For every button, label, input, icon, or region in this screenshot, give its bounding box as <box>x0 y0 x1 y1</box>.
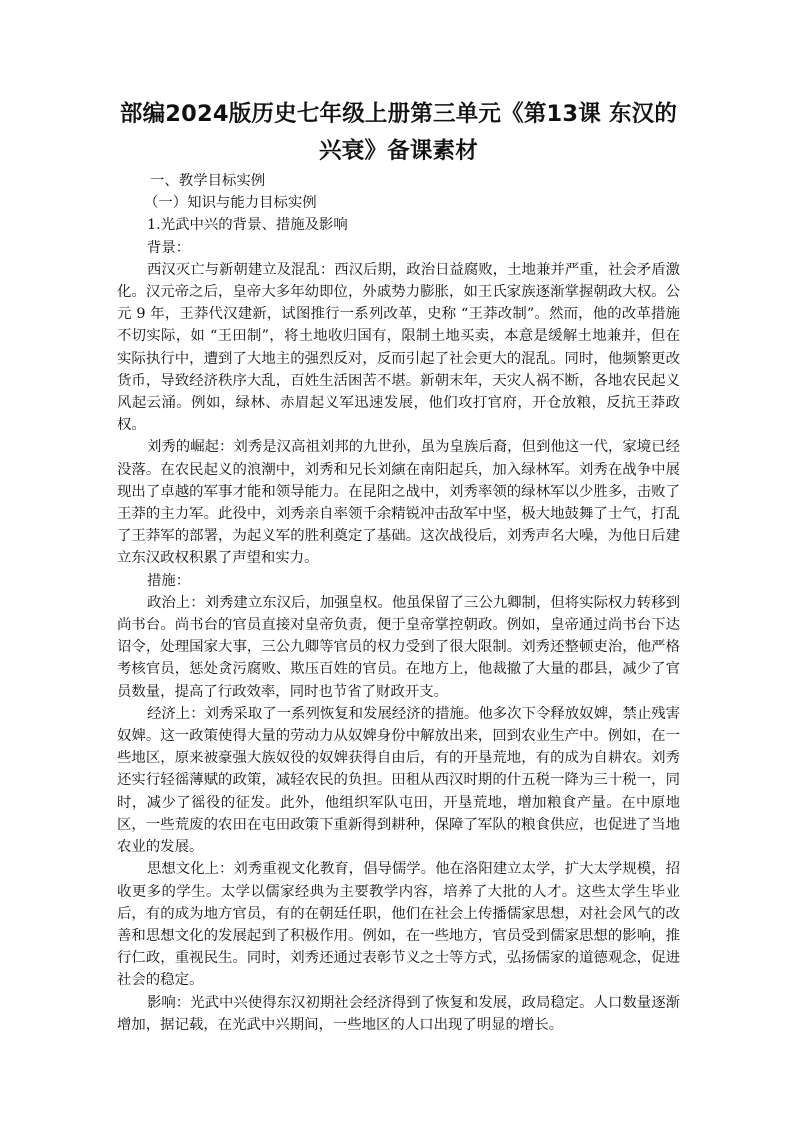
section-heading: 一、教学目标实例 <box>150 173 266 189</box>
subsection-heading: （一）知识与能力目标实例 <box>144 195 317 212</box>
topic-heading: 1.光武中兴的背景、措施及影响 <box>147 217 348 234</box>
document-title: 部编2024版历史七年级上册第三单元《第13课 东汉的兴衰》备课素材 <box>119 101 678 164</box>
paragraph-measures-politics: 政治上：刘秀建立东汉后，加强皇权。他虽保留了三公九卿制，但将实际权力转移到尚书台。尚书台的官员直接对皇帝负责，便于皇帝掌控朝政。例如，皇帝通过尚书台下达诏令，处理国家大事，三公九卿等官员的权力受到了很大限制。刘秀还整顿吏治，他严格考核官员，惩处贪污腐败、欺压百姓的官员。在地方上，他裁撤了大量的郡县，减少了官员数量，提高了行政效率，同时也节省了财政开支。 <box>117 594 680 700</box>
paragraph-measures-culture: 思想文化上：刘秀重视文化教育，倡导儒学。他在洛阳建立太学，扩大太学规模，招收更多的学生。太学以儒家经典为主要教学内容，培养了大批的人才。这些太学生毕业后，有的成为地方官员，有的在朝廷任职，他们在社会上传播儒家思想，对社会风气的改善和思想文化的发展起到了积极作用。例如，在一些地方，官员受到儒家思想的影响，推行仁政，重视民生。同时，刘秀还通过表彰节义之士等方式，弘扬儒家的道德观念，促进社会的稳定。 <box>117 861 680 989</box>
paragraph-impact: 影响：光武中兴使得东汉初期社会经济得到了恢复和发展，政局稳定。人口数量逐渐增加，据记载，在光武中兴期间，一些地区的人口出现了明显的增长。 <box>117 994 680 1033</box>
paragraph-background-2: 刘秀的崛起：刘秀是汉高祖刘邦的九世孙，虽为皇族后裔，但到他这一代，家境已经没落。在农民起义的浪潮中，刘秀和兄长刘縯在南阳起兵，加入绿林军。刘秀在战争中展现出了卓越的军事才能和领导能力。在昆阳之战中，刘秀率领的绿林军以少胜多，击败了王莽的主力军。此役中，刘秀亲自率领千余精锐冲击敌军中坚，极大地鼓舞了士气，打乱了王莽军的部署，为起义军的胜利奠定了基础。这次战役后，刘秀声名大噪，为他日后建立东汉政权积累了声望和实力。 <box>117 439 680 567</box>
measures-label: 措施： <box>147 572 191 589</box>
paragraph-background-1: 西汉灭亡与新朝建立及混乱：西汉后期，政治日益腐败，土地兼并严重，社会矛盾激化。汉元帝之后，皇帝大多年幼即位，外戚势力膨胀，如王氏家族逐渐掌握朝政大权。公元 9 年，王莽代汉建新，试图推行一系列改革，史称 “王莽改制”。然而，他的改革措施不切实际，如 “王田制”，将土地收归国有，限制土地买卖，本意是缓解土地兼并，但在实际执行中，遭到了大地主的强烈反对，反而引起了社会更大的混乱。同时，他频繁更改货币，导致经济秩序大乱，百姓生活困苦不堪。新朝末年，天灾人祸不断，各地农民起义风起云涌。例如，绿林、赤眉起义军迅速发展，他们攻打官府，开仓放粮，反抗王莽政权。 <box>117 261 680 434</box>
background-label: 背景： <box>147 239 191 256</box>
document-page <box>117 96 680 1036</box>
paragraph-measures-economy: 经济上：刘秀采取了一系列恢复和发展经济的措施。他多次下令释放奴婢，禁止残害奴婢。这一政策使得大量的劳动力从奴婢身份中解放出来，回到农业生产中。例如，在一些地区，原来被豪强大族奴役的奴婢获得自由后，有的开垦荒地，有的成为自耕农。刘秀还实行轻徭薄赋的政策，减轻农民的负担。田租从西汉时期的什五税一降为三十税一，同时，减少了徭役的征发。此外，他组织军队屯田，开垦荒地，增加粮食产量。在中原地区，一些荒废的农田在屯田政策下重新得到耕种，保障了军队的粮食供应，也促进了当地农业的发展。 <box>117 705 680 856</box>
